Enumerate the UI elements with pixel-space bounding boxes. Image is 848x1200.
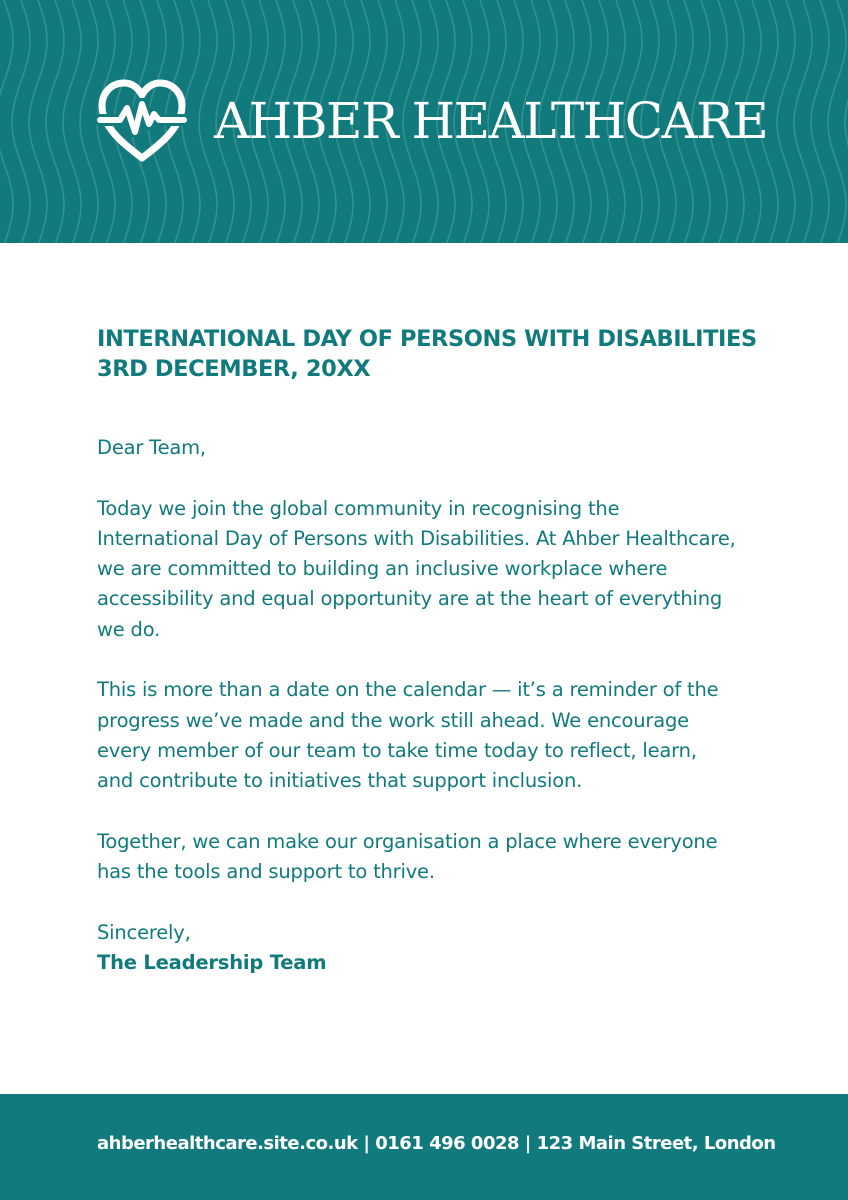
letter-title bbox=[97, 324, 757, 384]
wave-line bbox=[46, 0, 64, 243]
wave-line bbox=[29, 0, 47, 243]
letter-body bbox=[97, 433, 737, 978]
wave-line bbox=[794, 0, 812, 243]
closing-text: Sincerely, bbox=[97, 920, 191, 944]
wave-line bbox=[63, 0, 81, 243]
heart-pulse-icon bbox=[96, 78, 188, 164]
salutation: Dear Team, bbox=[97, 436, 206, 459]
title-line-event: INTERNATIONAL DAY OF PERSONS WITH DISABILITIES bbox=[97, 326, 757, 352]
brand bbox=[96, 78, 767, 164]
footer-contact: ahberhealthcare.site.co.uk | 0161 496 0028 | 123 Main Street, London bbox=[97, 1133, 776, 1154]
wave-line bbox=[811, 0, 829, 243]
signature: The Leadership Team bbox=[97, 951, 327, 975]
wave-line bbox=[777, 0, 795, 243]
brand-name: AHBER HEALTHCARE bbox=[214, 92, 768, 150]
wave-line bbox=[12, 0, 30, 243]
header-banner bbox=[0, 0, 848, 243]
wave-line bbox=[828, 0, 846, 243]
paragraph: Today we join the global community in recognising the International Day of Persons with Disabilities. At Ahber Healthcare, we are committed to building an inclusive workplace where accessibility and equal opportunity are at the heart of everything we do. bbox=[97, 496, 736, 641]
paragraph: Together, we can make our organisation a place where everyone has the tools and support to thrive. bbox=[97, 829, 718, 884]
wave-line bbox=[0, 0, 13, 243]
paragraph: This is more than a date on the calendar — it’s a reminder of the progress we’ve made and the work still ahead. We encourage every member of our team to take time today to reflect, learn, and contribute to initiatives that support inclusion. bbox=[97, 678, 719, 793]
closing bbox=[97, 918, 737, 979]
title-line-date: 3RD DECEMBER, 20XX bbox=[97, 356, 371, 382]
